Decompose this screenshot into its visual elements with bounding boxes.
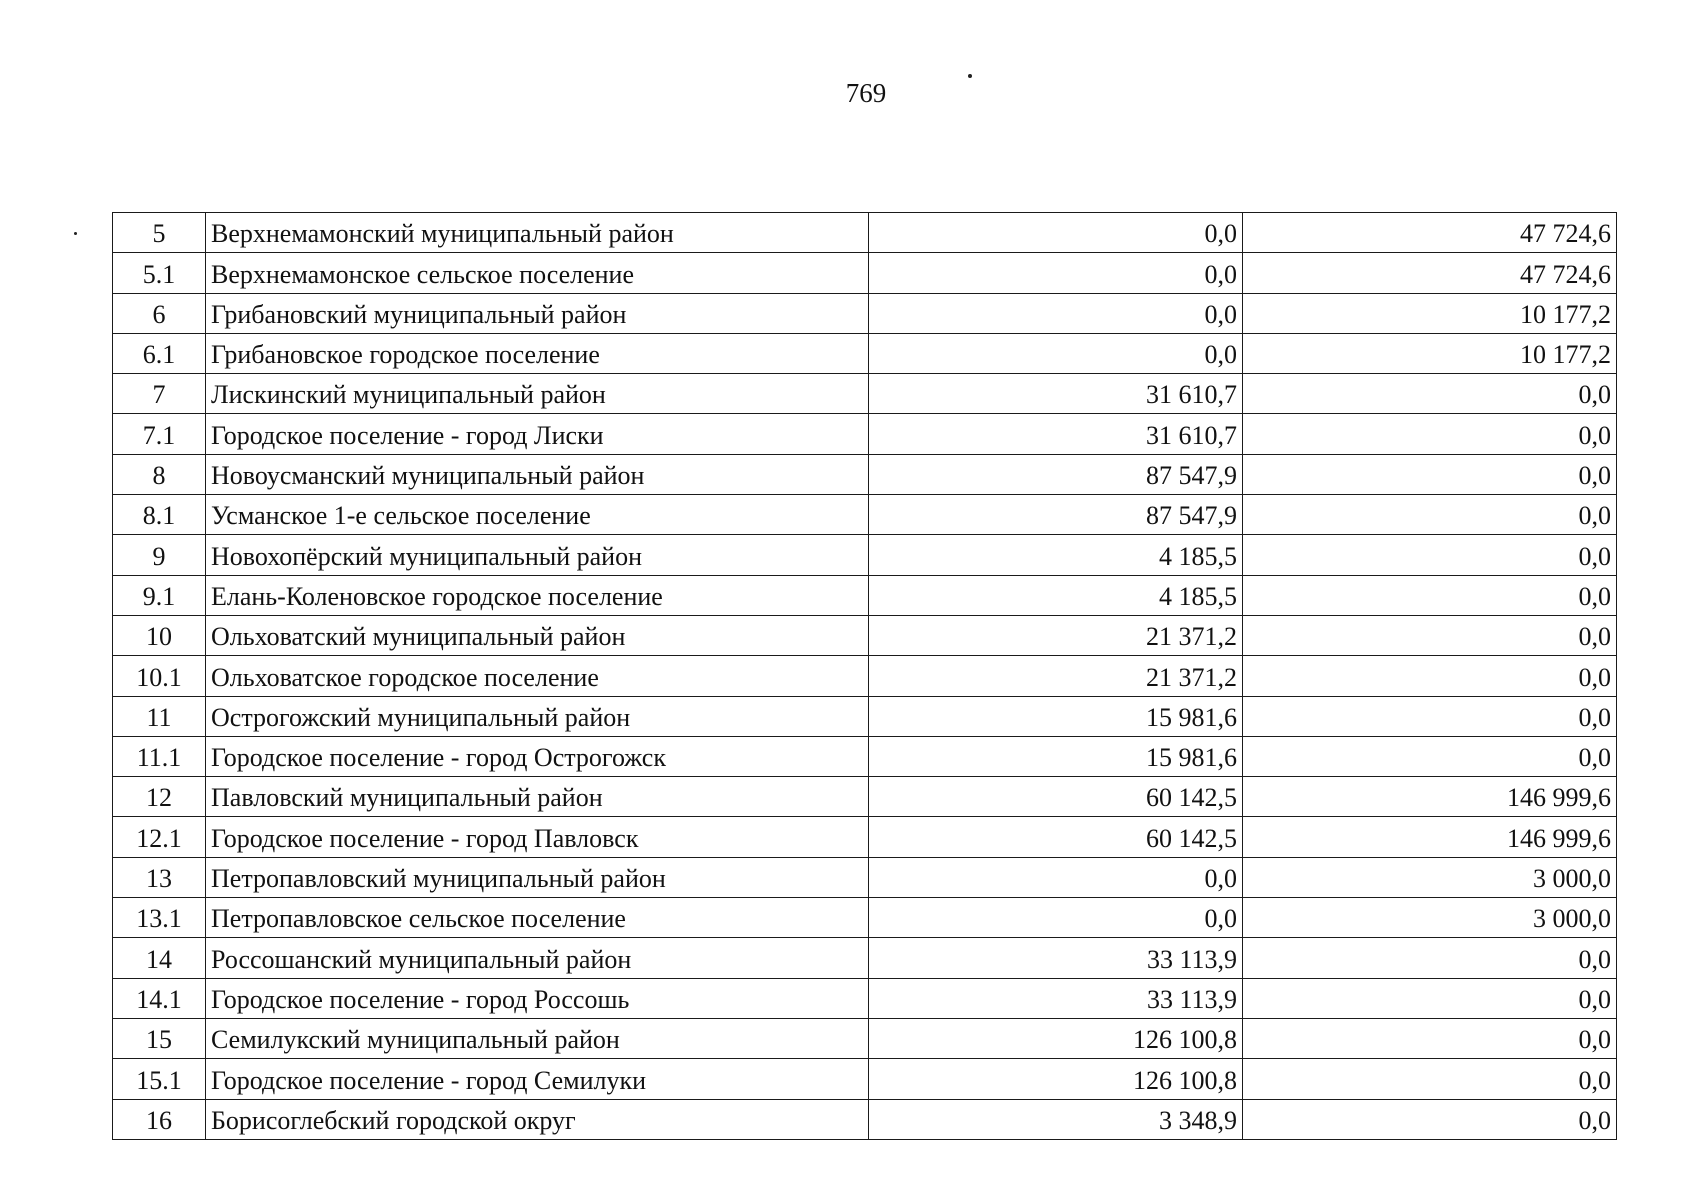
row-value-2-cell: 0,0 (1243, 495, 1617, 535)
table-row (113, 253, 1617, 293)
row-number-cell: 13 (113, 857, 206, 897)
table-row (113, 575, 1617, 615)
row-value-2-cell: 0,0 (1243, 696, 1617, 736)
table-row (113, 817, 1617, 857)
row-name-cell: Павловский муниципальный район (206, 777, 869, 817)
scan-speck (74, 232, 77, 235)
table-row (113, 213, 1617, 253)
row-number-cell: 15.1 (113, 1059, 206, 1099)
row-value-1-cell: 15 981,6 (869, 736, 1243, 776)
row-value-2-cell: 0,0 (1243, 575, 1617, 615)
row-number-cell: 14.1 (113, 978, 206, 1018)
row-value-2-cell: 0,0 (1243, 978, 1617, 1018)
row-number-cell: 15 (113, 1018, 206, 1058)
row-value-2-cell: 0,0 (1243, 1059, 1617, 1099)
table-row (113, 293, 1617, 333)
row-value-2-cell: 0,0 (1243, 414, 1617, 454)
table-row (113, 374, 1617, 414)
row-value-1-cell: 60 142,5 (869, 777, 1243, 817)
row-value-1-cell: 21 371,2 (869, 615, 1243, 655)
table-row (113, 857, 1617, 897)
table-row (113, 656, 1617, 696)
row-value-1-cell: 15 981,6 (869, 696, 1243, 736)
row-number-cell: 6.1 (113, 333, 206, 373)
row-value-1-cell: 21 371,2 (869, 656, 1243, 696)
row-name-cell: Городское поселение - город Острогожск (206, 736, 869, 776)
row-value-1-cell: 31 610,7 (869, 374, 1243, 414)
table-row (113, 1099, 1617, 1139)
row-name-cell: Городское поселение - город Россошь (206, 978, 869, 1018)
row-number-cell: 7 (113, 374, 206, 414)
table-row (113, 615, 1617, 655)
table-row (113, 1018, 1617, 1058)
scan-speck (968, 74, 972, 78)
row-number-cell: 8.1 (113, 495, 206, 535)
row-number-cell: 14 (113, 938, 206, 978)
row-value-2-cell: 47 724,6 (1243, 213, 1617, 253)
municipal-table (112, 212, 1617, 1140)
row-name-cell: Верхнемамонское сельское поселение (206, 253, 869, 293)
row-value-1-cell: 0,0 (869, 857, 1243, 897)
row-value-1-cell: 4 185,5 (869, 535, 1243, 575)
row-name-cell: Городское поселение - город Семилуки (206, 1059, 869, 1099)
row-value-1-cell: 0,0 (869, 898, 1243, 938)
row-name-cell: Грибановское городское поселение (206, 333, 869, 373)
row-name-cell: Верхнемамонский муниципальный район (206, 213, 869, 253)
row-name-cell: Лискинский муниципальный район (206, 374, 869, 414)
table-body (113, 213, 1617, 1140)
row-name-cell: Елань-Коленовское городское поселение (206, 575, 869, 615)
row-value-2-cell: 146 999,6 (1243, 817, 1617, 857)
row-value-2-cell: 10 177,2 (1243, 333, 1617, 373)
row-number-cell: 11.1 (113, 736, 206, 776)
row-value-2-cell: 146 999,6 (1243, 777, 1617, 817)
row-number-cell: 8 (113, 454, 206, 494)
row-value-2-cell: 3 000,0 (1243, 857, 1617, 897)
row-value-1-cell: 3 348,9 (869, 1099, 1243, 1139)
row-name-cell: Ольховатский муниципальный район (206, 615, 869, 655)
row-value-2-cell: 0,0 (1243, 938, 1617, 978)
row-number-cell: 9.1 (113, 575, 206, 615)
row-name-cell: Борисоглебский городской округ (206, 1099, 869, 1139)
table-row (113, 414, 1617, 454)
row-value-1-cell: 87 547,9 (869, 495, 1243, 535)
table-row (113, 696, 1617, 736)
row-number-cell: 6 (113, 293, 206, 333)
row-value-2-cell: 10 177,2 (1243, 293, 1617, 333)
row-value-1-cell: 87 547,9 (869, 454, 1243, 494)
row-name-cell: Грибановский муниципальный район (206, 293, 869, 333)
row-number-cell: 12 (113, 777, 206, 817)
row-number-cell: 7.1 (113, 414, 206, 454)
row-value-1-cell: 0,0 (869, 253, 1243, 293)
row-name-cell: Новохопёрский муниципальный район (206, 535, 869, 575)
row-value-2-cell: 0,0 (1243, 1099, 1617, 1139)
table-row (113, 454, 1617, 494)
table-row (113, 333, 1617, 373)
row-name-cell: Семилукский муниципальный район (206, 1018, 869, 1058)
row-value-2-cell: 3 000,0 (1243, 898, 1617, 938)
row-number-cell: 5.1 (113, 253, 206, 293)
row-name-cell: Петропавловское сельское поселение (206, 898, 869, 938)
row-number-cell: 11 (113, 696, 206, 736)
row-value-1-cell: 126 100,8 (869, 1018, 1243, 1058)
row-number-cell: 12.1 (113, 817, 206, 857)
row-value-2-cell: 0,0 (1243, 535, 1617, 575)
row-number-cell: 13.1 (113, 898, 206, 938)
row-value-1-cell: 33 113,9 (869, 978, 1243, 1018)
row-name-cell: Городское поселение - город Павловск (206, 817, 869, 857)
row-value-1-cell: 60 142,5 (869, 817, 1243, 857)
table-row (113, 898, 1617, 938)
table-row (113, 535, 1617, 575)
row-name-cell: Новоусманский муниципальный район (206, 454, 869, 494)
table-row (113, 938, 1617, 978)
row-value-2-cell: 0,0 (1243, 656, 1617, 696)
row-value-1-cell: 31 610,7 (869, 414, 1243, 454)
row-value-2-cell: 0,0 (1243, 454, 1617, 494)
row-value-1-cell: 126 100,8 (869, 1059, 1243, 1099)
row-value-1-cell: 0,0 (869, 333, 1243, 373)
row-name-cell: Петропавловский муниципальный район (206, 857, 869, 897)
table-row (113, 736, 1617, 776)
row-value-2-cell: 0,0 (1243, 615, 1617, 655)
row-value-1-cell: 4 185,5 (869, 575, 1243, 615)
row-name-cell: Ольховатское городское поселение (206, 656, 869, 696)
row-number-cell: 10 (113, 615, 206, 655)
row-name-cell: Усманское 1-е сельское поселение (206, 495, 869, 535)
row-number-cell: 5 (113, 213, 206, 253)
row-number-cell: 9 (113, 535, 206, 575)
row-name-cell: Россошанский муниципальный район (206, 938, 869, 978)
table-row (113, 978, 1617, 1018)
row-value-1-cell: 0,0 (869, 213, 1243, 253)
row-number-cell: 10.1 (113, 656, 206, 696)
table-row (113, 777, 1617, 817)
row-name-cell: Городское поселение - город Лиски (206, 414, 869, 454)
row-value-1-cell: 0,0 (869, 293, 1243, 333)
table-row (113, 1059, 1617, 1099)
row-value-1-cell: 33 113,9 (869, 938, 1243, 978)
row-value-2-cell: 0,0 (1243, 374, 1617, 414)
row-number-cell: 16 (113, 1099, 206, 1139)
page-number: 769 (845, 78, 887, 108)
row-name-cell: Острогожский муниципальный район (206, 696, 869, 736)
table-row (113, 495, 1617, 535)
row-value-2-cell: 0,0 (1243, 1018, 1617, 1058)
row-value-2-cell: 47 724,6 (1243, 253, 1617, 293)
row-value-2-cell: 0,0 (1243, 736, 1617, 776)
